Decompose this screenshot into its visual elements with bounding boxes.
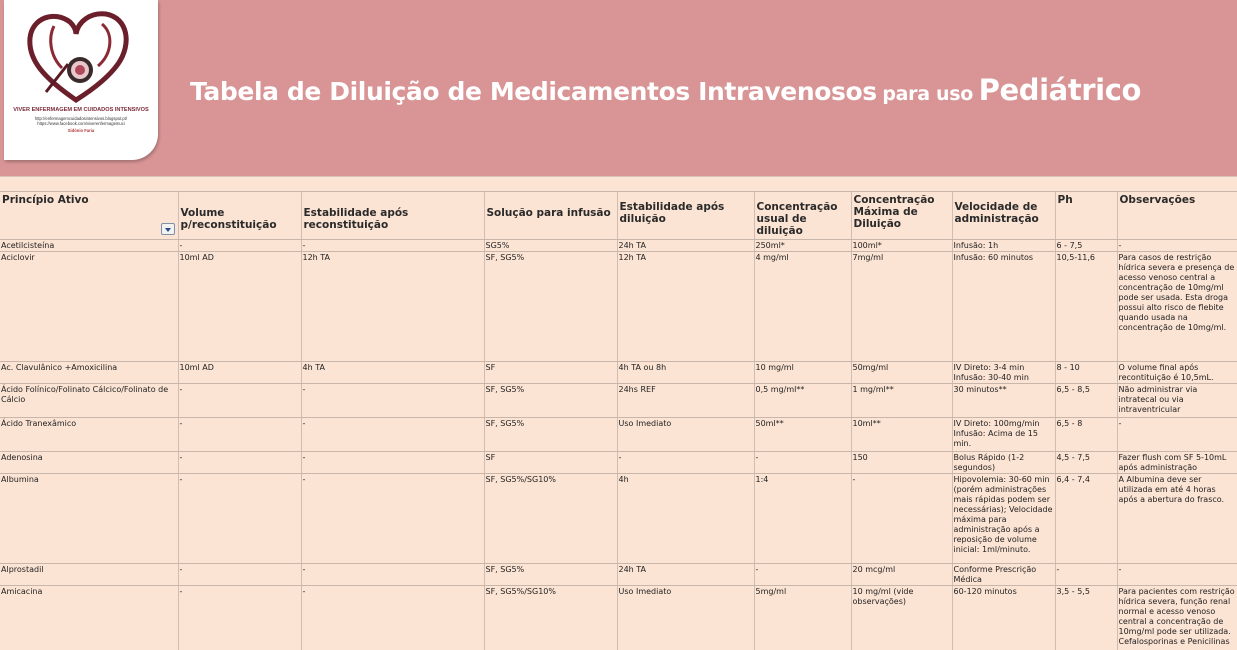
table-cell[interactable]: 50ml** [754,418,851,452]
table-cell[interactable]: SF, SG5%/SG10% [484,586,617,650]
table-cell[interactable]: Conforme Prescrição Médica [952,564,1055,586]
table-cell[interactable]: Albumina [0,474,178,564]
table-cell[interactable]: 100ml* [851,240,952,252]
table-cell[interactable]: SF [484,362,617,384]
table-cell[interactable]: 5mg/ml [754,586,851,650]
stethoscope-heart-icon [24,8,136,106]
table-cell[interactable]: - [301,418,484,452]
table-cell[interactable]: SF, SG5% [484,418,617,452]
title-emphasis: Pediátrico [978,73,1142,107]
table-cell[interactable]: - [178,586,301,650]
table-cell[interactable]: 250ml* [754,240,851,252]
table-cell[interactable]: 24hs REF [617,384,754,418]
table-cell[interactable]: 10ml AD [178,252,301,362]
dilution-table [0,192,1237,650]
table-cell[interactable]: - [851,474,952,564]
table-cell[interactable]: 4 mg/ml [754,252,851,362]
column-header[interactable]: Concentração Máxima de Diluição [851,192,952,240]
table-cell[interactable]: - [178,474,301,564]
table-cell[interactable]: Para pacientes com restrição hídrica severa, função renal normal e acesso venoso central a concentração de 10mg/ml pode ser utilizada. Cefalosporinas e Penicilinas [1117,586,1237,650]
table-cell[interactable]: Ac. Clavulânico +Amoxicilina [0,362,178,384]
table-cell[interactable]: IV Direto: 100mg/min Infusão: Acima de 15 min. [952,418,1055,452]
table-cell[interactable]: 24h TA [617,240,754,252]
table-row [0,452,1237,474]
table-cell[interactable]: - [754,564,851,586]
title-connector: para uso [882,83,974,105]
table-cell[interactable]: - [301,586,484,650]
column-header[interactable]: Estabilidade após diluição [617,192,754,240]
page-title [190,73,1142,107]
table-row [0,474,1237,564]
table-cell[interactable]: 1 mg/ml** [851,384,952,418]
table-cell[interactable]: 12h TA [617,252,754,362]
table-cell[interactable]: Infusão: 60 minutos [952,252,1055,362]
table-cell[interactable]: IV Direto: 3-4 min Infusão: 30-40 min [952,362,1055,384]
table-cell[interactable]: 12h TA [301,252,484,362]
table-cell[interactable]: 6 - 7,5 [1055,240,1117,252]
table-cell[interactable]: - [1055,564,1117,586]
table-cell[interactable]: 0,5 mg/ml** [754,384,851,418]
dilution-table-wrapper [0,192,1237,650]
table-cell[interactable]: - [301,474,484,564]
table-cell[interactable]: Infusão: 1h [952,240,1055,252]
column-header[interactable]: Volume p/reconstituição [178,192,301,240]
table-cell[interactable]: - [178,240,301,252]
table-cell[interactable]: 60-120 minutos [952,586,1055,650]
table-cell[interactable]: Acetilcisteína [0,240,178,252]
table-row [0,564,1237,586]
table-cell[interactable]: 6,5 - 8,5 [1055,384,1117,418]
table-cell[interactable]: Ácido Tranexâmico [0,418,178,452]
table-cell[interactable]: 7mg/ml [851,252,952,362]
table-cell[interactable]: Amicacina [0,586,178,650]
column-header[interactable]: Velocidade de administração [952,192,1055,240]
table-cell[interactable]: 6,5 - 8 [1055,418,1117,452]
table-cell[interactable]: 4h TA ou 8h [617,362,754,384]
table-cell[interactable]: 30 minutos** [952,384,1055,418]
table-cell[interactable]: A Albumina deve ser utilizada em até 4 horas após a abertura do frasco. [1117,474,1237,564]
table-cell[interactable]: - [301,240,484,252]
table-cell[interactable]: Não administrar via intratecal ou via intraventricular [1117,384,1237,418]
table-cell[interactable]: - [1117,564,1237,586]
table-cell[interactable]: 10ml** [851,418,952,452]
column-header[interactable]: Concentração usual de diluição [754,192,851,240]
table-cell[interactable]: 150 [851,452,952,474]
table-cell[interactable]: - [301,452,484,474]
spacer-row [0,176,1237,192]
table-cell[interactable]: - [1117,418,1237,452]
table-cell[interactable]: 3,5 - 5,5 [1055,586,1117,650]
table-cell[interactable]: Uso Imediato [617,586,754,650]
table-cell[interactable]: 24h TA [617,564,754,586]
column-header[interactable]: Solução para infusão [484,192,617,240]
table-cell[interactable]: Hipovolemia: 30-60 min (porém administrações mais rápidas podem ser necessárias); Velocidade máxima para administração após a reposição de volume inicial: 1ml/minuto. [952,474,1055,564]
filter-dropdown-icon[interactable] [161,223,175,235]
column-header[interactable]: Estabilidade após reconstituição [301,192,484,240]
table-cell[interactable]: 10,5-11,6 [1055,252,1117,362]
table-cell[interactable]: SF, SG5%/SG10% [484,474,617,564]
title-main: Tabela de Diluição de Medicamentos Intravenosos [190,77,877,106]
table-cell[interactable]: - [1117,240,1237,252]
table-row [0,240,1237,252]
column-header[interactable]: Ph [1055,192,1117,240]
table-cell[interactable]: - [178,564,301,586]
header-banner [0,0,1237,176]
table-cell[interactable]: 50mg/ml [851,362,952,384]
table-cell[interactable]: - [754,452,851,474]
table-cell[interactable]: SF, SG5% [484,252,617,362]
table-cell[interactable]: SF, SG5% [484,564,617,586]
table-cell[interactable]: 20 mcg/ml [851,564,952,586]
table-cell[interactable]: - [178,384,301,418]
table-cell[interactable]: - [301,384,484,418]
logo [4,0,158,160]
logo-blog-url: http://enfermagemcuidadosintensivos.blogspot.pt/ [34,116,128,121]
table-cell[interactable]: Ácido Folínico/Folinato Cálcico/Folinato de Cálcio [0,384,178,418]
table-cell[interactable]: SF [484,452,617,474]
table-cell[interactable]: - [617,452,754,474]
table-cell[interactable]: 4h TA [301,362,484,384]
table-cell[interactable]: 10 mg/ml (vide observações) [851,586,952,650]
table-cell[interactable]: 6,4 - 7,4 [1055,474,1117,564]
table-cell[interactable]: 10 mg/ml [754,362,851,384]
table-row [0,586,1237,650]
table-row [0,362,1237,384]
table-cell[interactable]: Aciclovir [0,252,178,362]
table-cell[interactable]: O volume final após recontituição é 10,5mL. [1117,362,1237,384]
table-header-row [0,192,1237,240]
table-cell[interactable]: Adenosina [0,452,178,474]
table-cell[interactable]: - [301,564,484,586]
table-cell[interactable]: 1:4 [754,474,851,564]
table-cell[interactable]: SG5% [484,240,617,252]
table-row [0,384,1237,418]
table-row [0,252,1237,362]
table-cell[interactable]: - [178,418,301,452]
table-cell[interactable]: Alprostadil [0,564,178,586]
table-cell[interactable]: - [178,452,301,474]
column-header[interactable]: Observações [1117,192,1237,240]
table-cell[interactable]: Para casos de restrição hídrica severa e presença de acesso venoso central a concentração de 10mg/ml pode ser usada. Esta droga possui alto risco de flebite quando usada na concentração de 10mg/ml. [1117,252,1237,362]
logo-title: VIVER ENFERMAGEM EM CUIDADOS INTENSIVOS [13,107,149,113]
table-cell[interactable]: SF, SG5% [484,384,617,418]
logo-facebook-url: https://www.facebook.com/viverenfermagemuci [37,121,125,126]
table-cell[interactable]: 8 - 10 [1055,362,1117,384]
table-cell[interactable]: Uso Imediato [617,418,754,452]
table-cell[interactable]: 4h [617,474,754,564]
logo-author: Sidónio Faria [67,128,95,133]
table-cell[interactable]: 10ml AD [178,362,301,384]
column-header[interactable]: Princípio Ativo [0,192,178,240]
table-cell[interactable]: Fazer flush com SF 5-10mL após administração [1117,452,1237,474]
table-cell[interactable]: Bolus Rápido (1-2 segundos) [952,452,1055,474]
table-cell[interactable]: 4,5 - 7,5 [1055,452,1117,474]
table-row [0,418,1237,452]
